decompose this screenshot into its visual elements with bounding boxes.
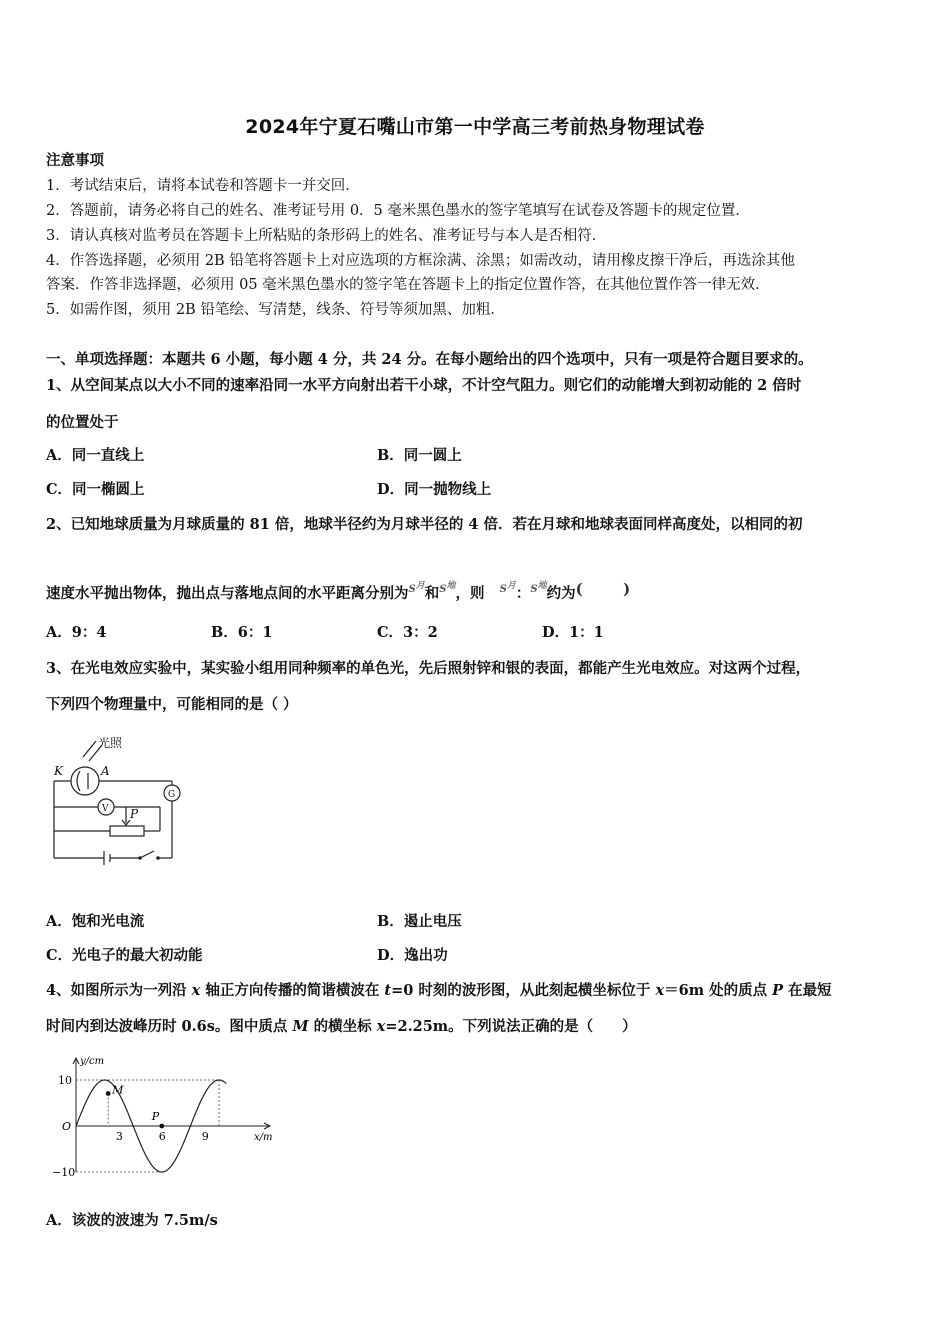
notice-item: 4．作答选择题，必须用 2B 铅笔将答题卡上对应选项的方框涂满、涂黑；如需改动，请用橡皮擦干净后，再选涂其他 xyxy=(46,253,795,269)
notice-heading: 注意事项 xyxy=(46,152,104,169)
notice-item: 1．考试结束后，请将本试卷和答题卡一并交回． xyxy=(46,178,360,194)
point-m-label: M xyxy=(112,1083,124,1097)
q1-option-c[interactable]: C．同一椭圆上 xyxy=(46,481,145,498)
q1-stem-line1: 1、从空间某点以大小不同的速率沿同一水平方向射出若干小球，不计空气阻力。则它们的动能增大到初动能的 2 倍时 xyxy=(46,377,802,394)
answer-paren-open: ( xyxy=(575,580,583,598)
p-label: P xyxy=(130,807,139,821)
q2-option-b[interactable]: B．6：1 xyxy=(211,624,273,641)
q2-about: 约为 xyxy=(546,585,576,602)
switch xyxy=(140,851,154,858)
light-label: 光照 xyxy=(98,736,123,750)
page-title: 2024年宁夏石嘴山市第一中学高三考前热身物理试卷 xyxy=(245,116,705,138)
s-earth-symbol: S地 xyxy=(439,581,456,595)
wave-chart xyxy=(48,1052,280,1180)
answer-paren-close: ) xyxy=(623,580,631,598)
q2-colon: ： xyxy=(515,585,531,602)
a-label: A xyxy=(101,764,110,778)
q3-stem-line1: 3、在光电效应实验中，某实验小组用同种频率的单色光，先后照射锌和银的表面，都能产生光电效应。对这两个过程， xyxy=(46,660,811,677)
q1-option-a[interactable]: A．同一直线上 xyxy=(46,447,145,464)
origin-label: O xyxy=(62,1120,72,1133)
q1-option-d[interactable]: D．同一抛物线上 xyxy=(377,481,492,498)
s-earth-symbol-2: S地 xyxy=(530,581,547,595)
x-tick-label: 6 xyxy=(158,1130,166,1143)
x-tick-label: 3 xyxy=(115,1130,123,1143)
q2-option-c[interactable]: C．3：2 xyxy=(377,624,438,641)
y-axis-label: y/cm xyxy=(80,1056,105,1067)
q3-option-c[interactable]: C．光电子的最大初动能 xyxy=(46,947,203,964)
y-tick-label: 10 xyxy=(58,1074,72,1087)
q2-then: ，则 xyxy=(455,585,485,602)
phototube xyxy=(71,767,99,795)
q4-stem-line1: 4、如图所示为一列沿 x 轴正方向传播的简谐横波在 t=0 时刻的波形图，从此刻起横坐标位于 x＝6m 处的质点 P 在最短 xyxy=(46,982,832,999)
notice-item: 3．请认真核对监考员在答题卡上所粘贴的条形码上的姓名、准考证号与本人是否相符． xyxy=(46,228,607,244)
photoelectric-circuit-diagram xyxy=(50,735,190,865)
point-p-marker xyxy=(159,1124,164,1129)
s-moon-symbol: S月 xyxy=(408,581,425,595)
rheostat xyxy=(110,826,144,836)
k-label: K xyxy=(54,764,63,778)
g-label: G xyxy=(168,790,176,800)
section-heading: 一、单项选择题：本题共 6 小题，每小题 4 分，共 24 分。在每小题给出的四个选项中，只有一项是符合题目要求的。 xyxy=(46,351,813,368)
q4-stem-line2: 时间内到达波峰历时 0.6s。图中质点 M 的横坐标 x=2.25m。下列说法正确的是（ ） xyxy=(46,1018,637,1035)
y-tick-label: −10 xyxy=(52,1166,76,1179)
notice-item: 答案．作答非选择题，必须用 05 毫米黑色墨水的签字笔在答题卡上的指定位置作答，在其他位置作答一律无效． xyxy=(46,277,770,293)
x-tick-label: 9 xyxy=(201,1130,209,1143)
q3-option-b[interactable]: B．遏止电压 xyxy=(377,913,462,930)
q2-text: 速度水平抛出物体，抛出点与落地点间的水平距离分别为 xyxy=(46,585,409,602)
notice-item: 2．答题前，请务必将自己的姓名、准考证号用 0．5 毫米黑色墨水的签字笔填写在试卷及答题卡的规定位置． xyxy=(46,203,750,219)
x-axis-label: x/m xyxy=(254,1132,273,1143)
s-moon-symbol-2: S月 xyxy=(499,581,516,595)
q3-option-a[interactable]: A．饱和光电流 xyxy=(46,913,145,930)
q3-stem-line2: 下列四个物理量中，可能相同的是（ ） xyxy=(46,696,298,713)
q2-stem-line1: 2、已知地球质量为月球质量的 81 倍，地球半径约为月球半径的 4 倍．若在月球和地球表面同样高度处，以相同的初 xyxy=(46,516,803,533)
q2-and: 和 xyxy=(424,585,440,602)
cathode xyxy=(77,771,80,791)
q1-stem-line2: 的位置处于 xyxy=(46,414,119,431)
q2-stem-line2 xyxy=(46,576,630,604)
q2-option-d[interactable]: D．1：1 xyxy=(542,624,604,641)
q2-option-a[interactable]: A．9：4 xyxy=(46,624,107,641)
point-m-marker xyxy=(106,1091,111,1096)
point-p-label: P xyxy=(151,1110,160,1123)
v-label: V xyxy=(102,804,109,814)
notice-item: 5．如需作图，须用 2B 铅笔绘、写清楚，线条、符号等须加黑、加粗． xyxy=(46,302,505,318)
q4-option-a[interactable]: A．该波的波速为 7.5m/s xyxy=(46,1212,218,1229)
q3-option-d[interactable]: D．逸出功 xyxy=(377,947,448,964)
q1-option-b[interactable]: B．同一圆上 xyxy=(377,447,462,464)
